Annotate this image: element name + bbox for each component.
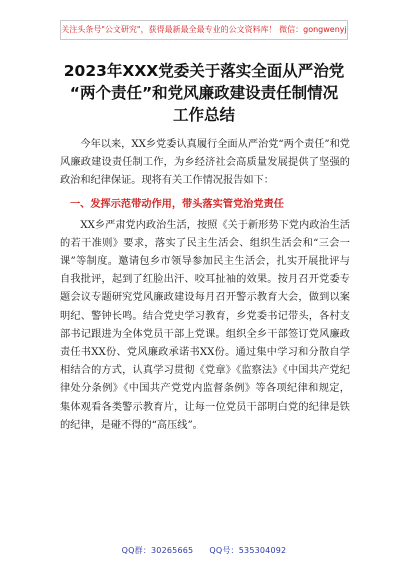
promo-banner — [60, 20, 348, 40]
section-1-paragraph: XX乡严肃党内政治生活，按照《关于新形势下党内政治生活的若干准则》要求，落实了民主生活会、组织生活会和“三会一课”等制度。邀请包乡市领导参加民主生活会，扎实开展批评与自我批评，起到了红脸出汗、咬耳扯袖的效果。按月召开党委专题会议专题研究党风廉政建设每月召开警示教育大会，做到以案明纪、警钟长鸣。结合党史学习教育，乡党委书记带头，各村支部书记跟进为全体党员干部上党课。组织全乡干部签订党风廉政责任书XX份、党风廉政承诺书XX份。通过集中学习和分散自学相结合的方式，认真学习贯彻《党章》《监察法》《中国共产党纪律处分条例》《中国共产党党内监督条例》等各项纪律和规定，集体观看各类警示教育片，让每一位党员干部明白党的纪律是铁的纪律，是碰不得的“高压线”。 — [60, 219, 350, 431]
document-title — [40, 60, 368, 126]
qq-group-text: QQ群：30265665 — [121, 546, 194, 555]
title-line-3: 工作总结 — [172, 106, 235, 124]
title-line-2: “两个责任”和党风廉政建设责任制情况 — [69, 84, 339, 102]
section-heading-1: 一、发挥示范带动作用，带头落实管党治党责任 — [70, 198, 284, 210]
contact-footer — [0, 545, 408, 556]
document-body — [60, 136, 350, 435]
promo-banner-text: 关注头条号"公文研究"，获得最新最全最专业的公文资料库！ 微信：gongwenyj — [61, 25, 347, 34]
title-line-1: 2023年XXX党委关于落实全面从严治党 — [63, 62, 345, 80]
intro-paragraph: 今年以来，XX乡党委认真履行全面从严治党“两个责任”和党风廉政建设责任制工作，为乡经济社会高质量发展提供了坚强的政治和纪律保证。现将有关工作情况报告如下： — [60, 139, 350, 187]
qq-number-text: QQ号：535304092 — [209, 546, 287, 555]
